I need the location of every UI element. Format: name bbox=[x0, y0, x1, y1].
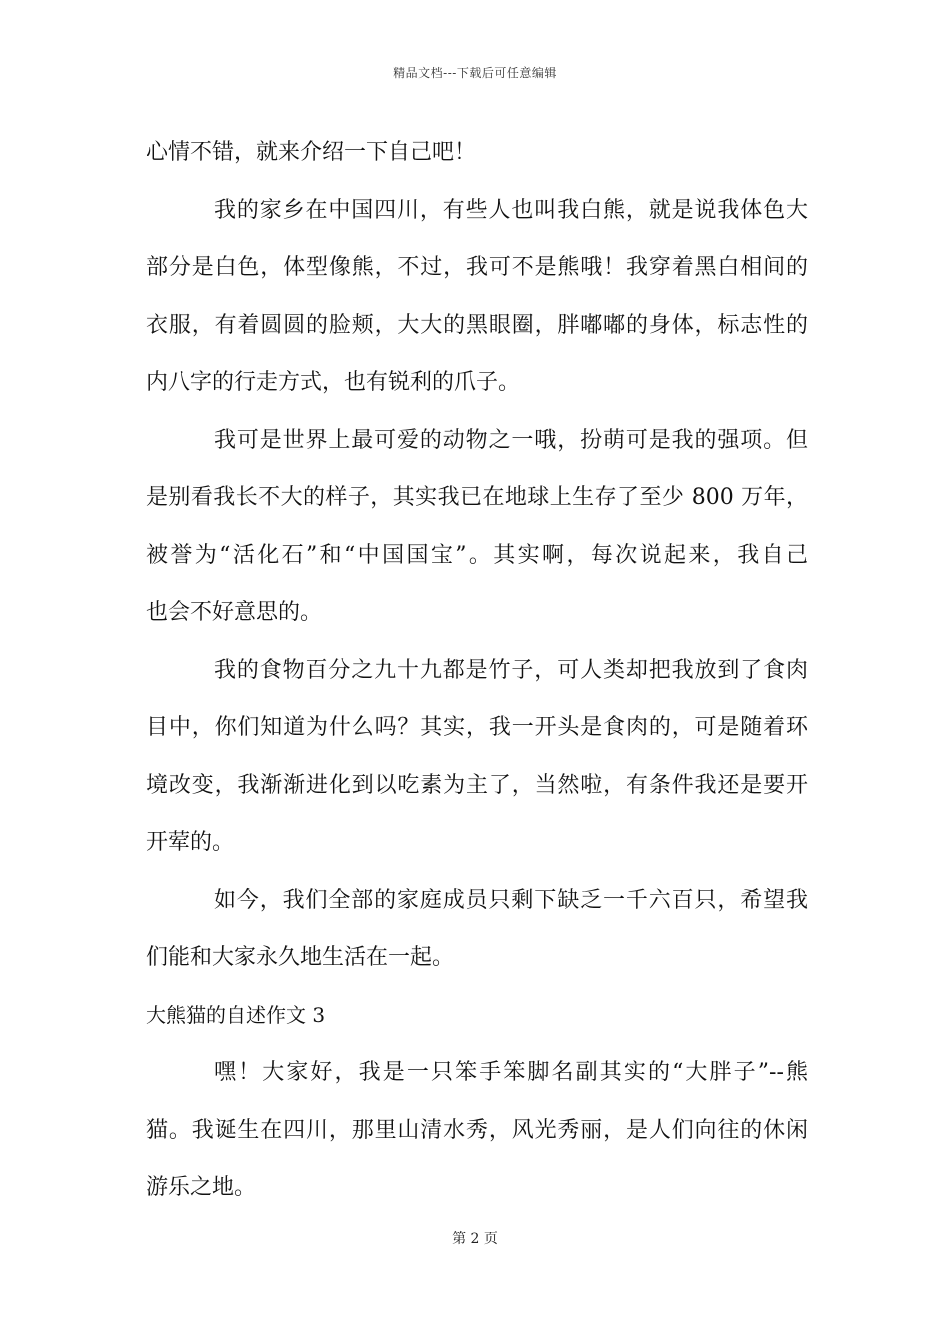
paragraph-line: 也会不好意思的。 bbox=[146, 600, 323, 625]
paragraph-line: 开荤的。 bbox=[146, 830, 235, 855]
paragraph-line: 部分是白色，体型像熊，不过，我可不是熊哦！我穿着黑白相间的 bbox=[146, 255, 808, 280]
paragraph-line: 内八字的行走方式，也有锐利的爪子。 bbox=[146, 370, 521, 395]
document-body bbox=[146, 124, 808, 1217]
paragraph-line: 心情不错，就来介绍一下自己吧！ bbox=[146, 140, 477, 165]
paragraph-line: 我的家乡在中国四川，有些人也叫我白熊，就是说我体色大 bbox=[214, 197, 808, 223]
paragraph-line: 我的食物百分之九十九都是竹子，可人类却把我放到了食肉 bbox=[214, 657, 808, 683]
paragraph-line: 嘿！大家好，我是一只笨手笨脚名副其实的“大胖子”--熊 bbox=[214, 1060, 808, 1085]
page-number: 第 2 页 bbox=[452, 1231, 498, 1247]
paragraph-line: 目中，你们知道为什么吗？其实，我一开头是食肉的，可是随着环 bbox=[146, 715, 808, 740]
paragraph-line: 猫。我诞生在四川，那里山清水秀，风光秀丽，是人们向往的休闲 bbox=[146, 1117, 808, 1143]
paragraph-line: 境改变，我渐渐进化到以吃素为主了，当然啦，有条件我还是要开 bbox=[146, 772, 808, 798]
paragraph-line: 游乐之地。 bbox=[146, 1175, 257, 1200]
paragraph-line: 如今，我们全部的家庭成员只剩下缺乏一千六百只，希望我 bbox=[214, 887, 808, 913]
paragraph-line: 是别看我长不大的样子，其实我已在地球上生存了至少 800 万年， bbox=[146, 485, 808, 510]
paragraph-line: 们能和大家永久地生活在一起。 bbox=[146, 945, 455, 970]
paragraph-line: 衣服，有着圆圆的脸颊，大大的黑眼圈，胖嘟嘟的身体，标志性的 bbox=[146, 312, 808, 338]
paragraph-line: 我可是世界上最可爱的动物之一哦，扮萌可是我的强项。但 bbox=[214, 427, 808, 453]
section-heading: 大熊猫的自述作文 3 bbox=[146, 1002, 326, 1027]
paragraph-line: 被誉为“活化石”和“中国国宝”。其实啊，每次说起来，我自己 bbox=[146, 542, 808, 568]
page-header: 精品文档---下载后可任意编辑 bbox=[393, 66, 557, 80]
